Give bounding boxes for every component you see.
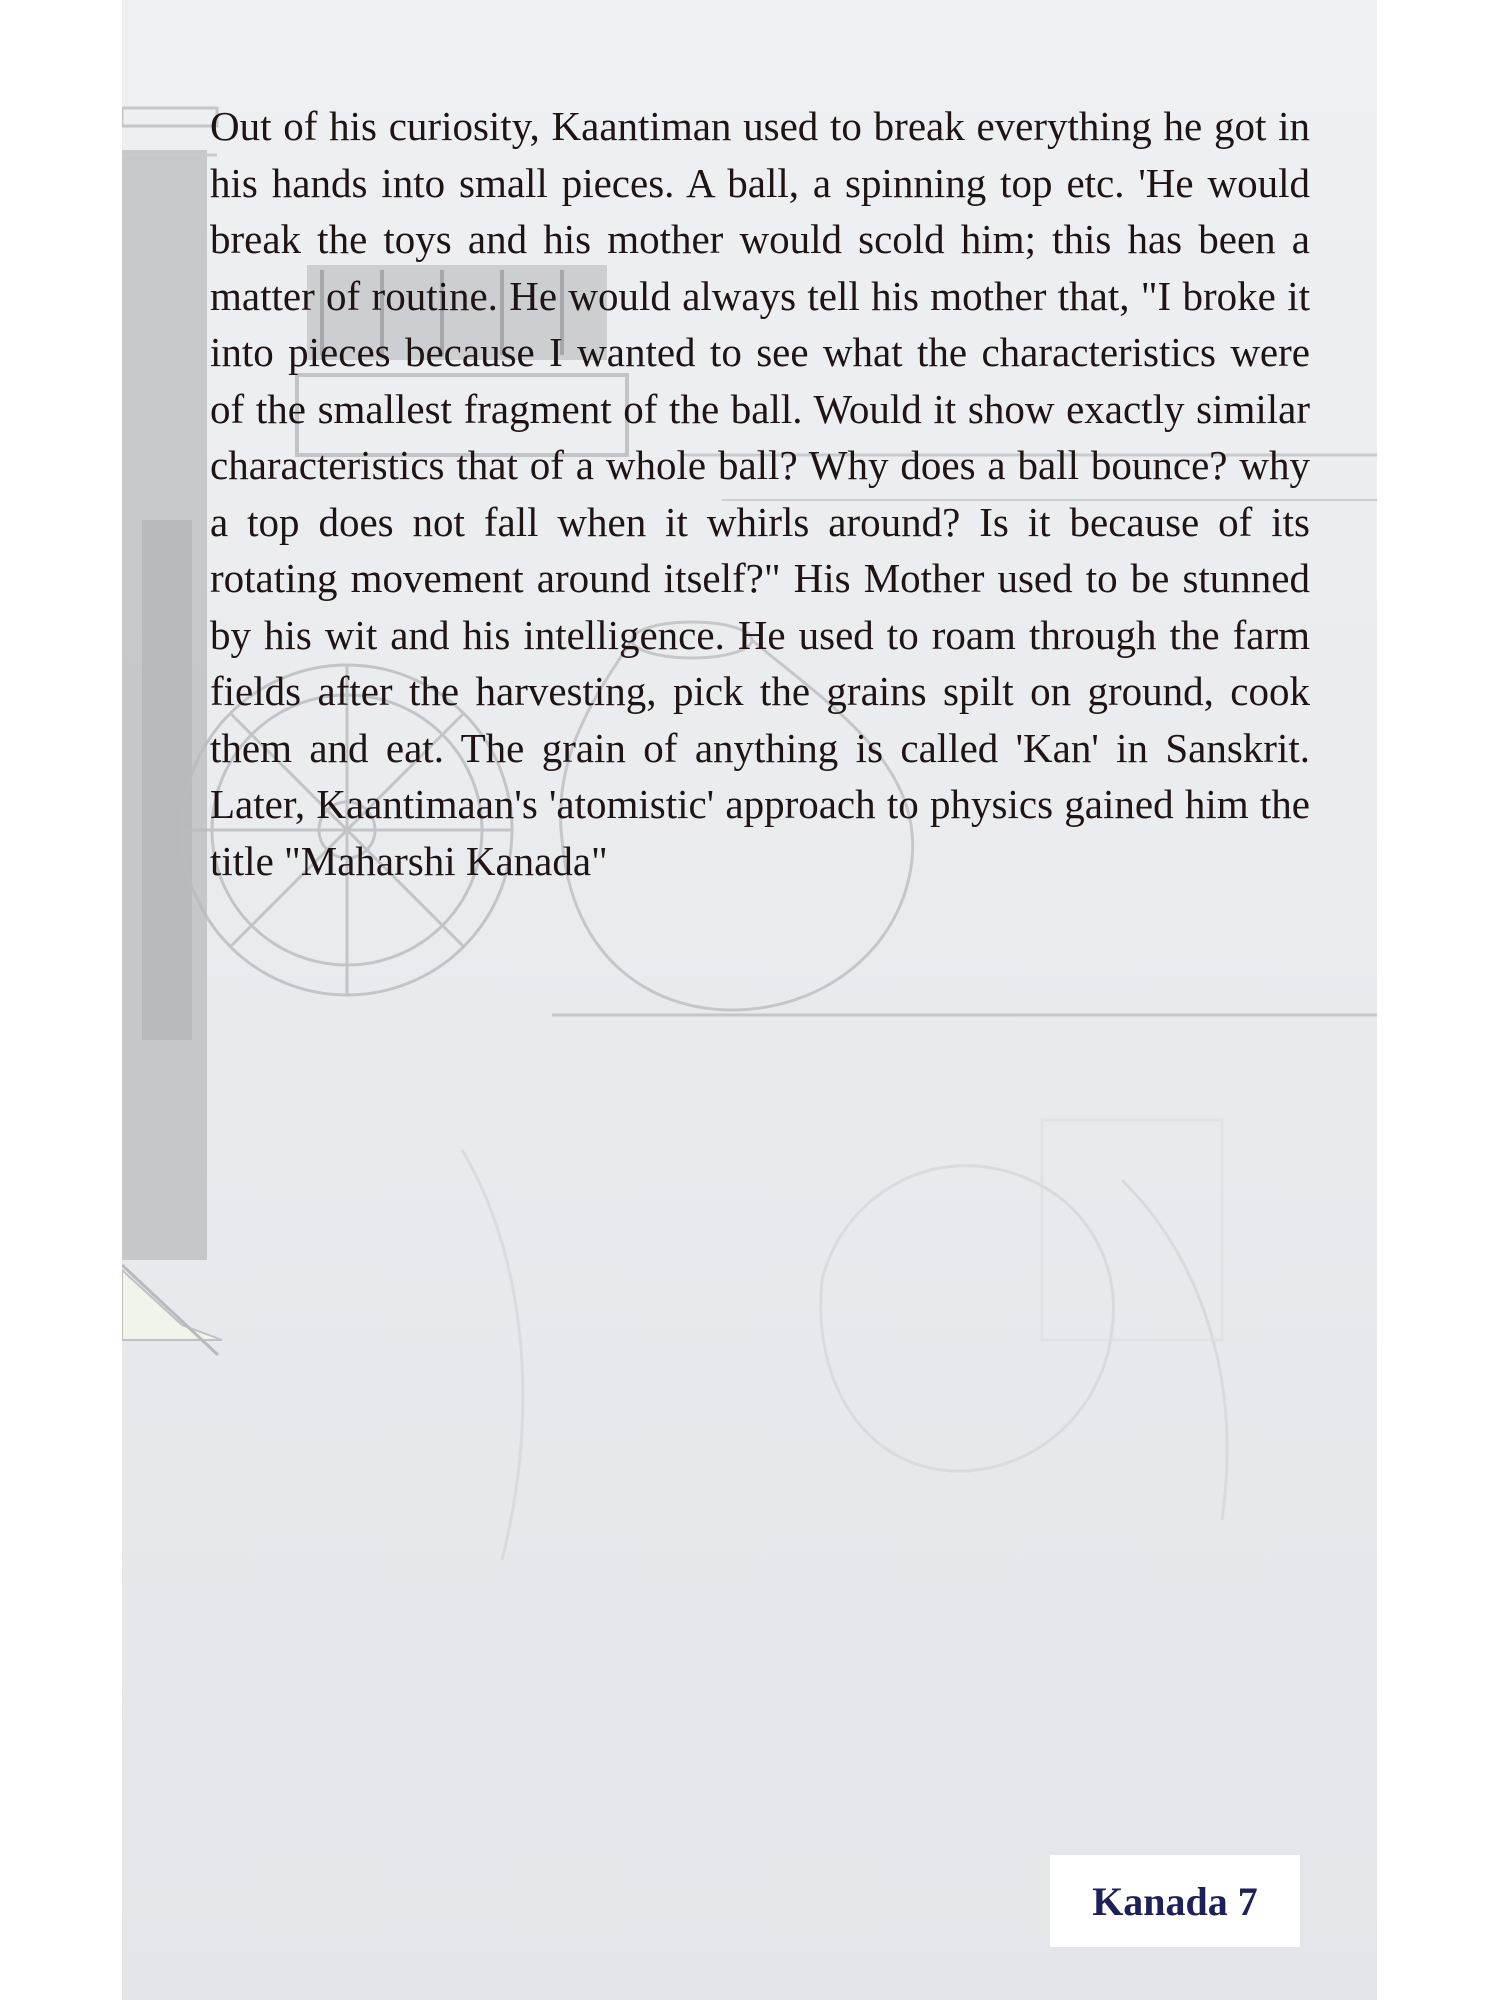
figure-shape	[462, 1120, 1227, 1560]
book-page	[122, 0, 1377, 2000]
page-number-label	[1050, 1855, 1300, 1947]
page-number-text: Kanada 7	[1092, 1878, 1258, 1924]
story-paragraph: Out of his curiosity, Kaantiman used to break everything he got in his hands into small pieces. A ball, a spinning top etc. 'He would break the toys and his mother would scold him; this has been a matter of routine. He would always tell his mother that, "I broke it into pieces because I wanted to see what the characteristics were of the smallest fragment of the ball. Would it show exactly similar characteristics that of a whole ball? Why does a ball bounce? why a top does not fall when it whirls around? Is it because of its rotating movement around itself?" His Mother used to be stunned by his wit and his intelligence. He used to roam through the farm fields after the harvesting, pick the grains spilt on ground, cook them and eat. The grain of anything is called 'Kan' in Sanskrit. Later, Kaantimaan's 'atomistic' approach to physics gained him the title "Maharshi Kanada"	[210, 103, 1310, 884]
